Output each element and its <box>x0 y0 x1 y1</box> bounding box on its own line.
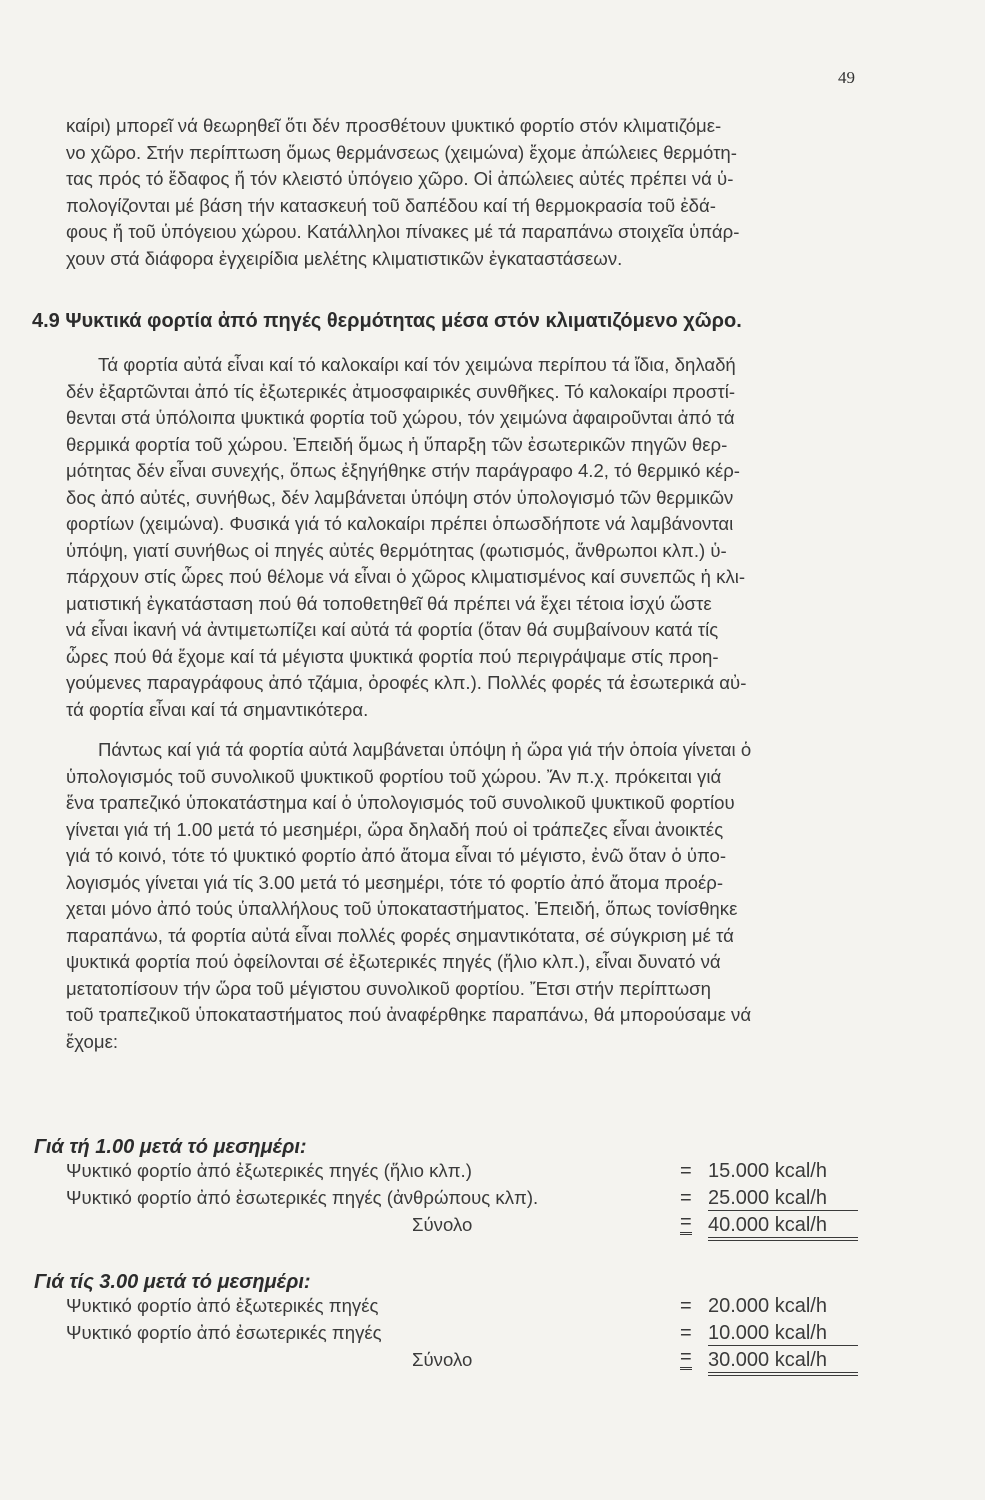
text-line: γούμενες παραγράφους ἀπό τζάμια, ὀροφές κλπ.). Πολλές φορές τά ἐσωτερικά αὐ- <box>66 672 747 693</box>
section-heading: 4.9 Ψυκτικά φορτία ἀπό πηγές θερμότητας μέσα στόν κλιματιζόμενο χῶρο. <box>32 310 742 332</box>
text-line: θενται στά ὑπόλοιπα ψυκτικά φορτία τοῦ χώρου, τόν χειμώνα ἀφαιροῦνται ἀπό τά <box>66 407 735 428</box>
equals-sign: = <box>680 1346 692 1368</box>
text-line: τά φορτία εἶναι καί τά σημαντικότερα. <box>66 698 369 720</box>
calc-1-title: Γιά τή 1.00 μετά τό μεσημέρι: <box>34 1136 307 1158</box>
text-line: πολογίζονται μέ βάση τήν κατασκευή τοῦ δαπέδου καί τή θερμοκρασία τοῦ ἐδά- <box>66 194 716 216</box>
calc-value: 25.000 kcal/h <box>708 1187 858 1211</box>
text-line: ὧρες πού θά ἔχομε καί τά μέγιστα ψυκτικά φορτία πού περιγράψαμε στίς προη- <box>66 645 719 667</box>
equals-sign: = <box>680 1160 692 1182</box>
calc-2-row-total <box>0 1346 985 1379</box>
text-line: λογισμός γίνεται γιά τίς 3.00 μετά τό μεσημέρι, τότε τό φορτίο ἀπό ἄτομα προέρ- <box>66 871 724 893</box>
text-line: χεται μόνο ἀπό τούς ὑπαλλήλους τοῦ ὑποκαταστήματος. Ἐπειδή, ὅπως τονίσθηκε <box>66 898 738 919</box>
equals-sign: = <box>680 1322 692 1344</box>
paragraph-1 <box>66 113 866 272</box>
text-line: ὑπολογισμός τοῦ συνολικοῦ ψυκτικοῦ φορτίου τοῦ χώρου. Ἄν π.χ. πρόκειται γιά <box>66 765 722 787</box>
text-line: ψυκτικά φορτία πού ὀφείλονται σέ ἐξωτερικές πηγές (ἥλιο κλπ.), εἶναι δυνατό νά <box>66 951 721 972</box>
text-line: τοῦ τραπεζικοῦ ὑποκαταστήματος πού ἀναφέρθηκε παραπάνω, θά μπορούσαμε νά <box>66 1004 752 1025</box>
text-line: γίνεται γιά τή 1.00 μετά τό μεσημέρι, ὥρα δηλαδή πού οἱ τράπεζες εἶναι ἀνοικτές <box>66 818 724 840</box>
text-line: χουν στά διάφορα ἐγχειρίδια μελέτης κλιματιστικῶν ἐγκαταστάσεων. <box>66 247 623 269</box>
calc-total-value: 30.000 kcal/h <box>708 1349 858 1376</box>
text-line: ματιστική ἐγκατάσταση πού θά τοποθετηθεῖ θά πρέπει νά ἔχει τέτοια ἰσχύ ὥστε <box>66 592 712 614</box>
equals-sign: = <box>680 1211 692 1233</box>
calc-1-row-external <box>0 1160 985 1190</box>
calc-1-row-total <box>0 1211 985 1244</box>
text-line: Τά φορτία αὐτά εἶναι καί τό καλοκαίρι καί τόν χειμώνα περίπου τά ἴδια, δηλαδή <box>98 354 736 375</box>
paragraph-3 <box>66 737 866 1055</box>
text-line: γιά τό κοινό, τότε τό ψυκτικό φορτίο ἀπό ἄτομα εἶναι τό μέγιστο, ἐνῶ ὅταν ὁ ὑπο- <box>66 845 727 866</box>
calc-value: 20.000 kcal/h <box>708 1295 827 1317</box>
text-line: μετατοπίσουν τήν ὥρα τοῦ μέγιστου συνολικοῦ φορτίου. Ἔτσι στήν περίπτωση <box>66 977 711 999</box>
calc-label: Ψυκτικό φορτίο ἀπό ἐξωτερικές πηγές <box>66 1295 379 1316</box>
text-line: μότητας δέν εἶναι συνεχής, ὅπως ἐξηγήθηκε στήν παράγραφο 4.2, τό θερμικό κέρ- <box>66 460 740 481</box>
page-number: 49 <box>838 68 855 87</box>
calc-total-label: Σύνολο <box>412 1214 473 1235</box>
equals-sign: = <box>680 1295 692 1317</box>
calc-label: Ψυκτικό φορτίο ἀπό ἐσωτερικές πηγές (ἀνθρώπους κλπ). <box>66 1187 539 1208</box>
text-line: νά εἶναι ἱκανή νά ἀντιμετωπίζει καί αὐτά τά φορτία (ὅταν θά συμβαίνουν κατά τίς <box>66 619 719 640</box>
text-line: ἕνα τραπεζικό ὑποκατάστημα καί ὁ ὑπολογισμός τοῦ συνολικοῦ ψυκτικοῦ φορτίου <box>66 792 735 813</box>
text-line: δέν ἐξαρτῶνται ἀπό τίς ἐξωτερικές ἀτμοσφαιρικές συνθῆκες. Τό καλοκαίρι προστί- <box>66 380 736 402</box>
equals-sign: = <box>680 1187 692 1209</box>
text-line: φορτίων (χειμώνα). Φυσικά γιά τό καλοκαίρι πρέπει ὁπωσδήποτε νά λαμβάνονται <box>66 513 734 534</box>
calc-value: 15.000 kcal/h <box>708 1160 827 1182</box>
paragraph-2 <box>66 352 866 723</box>
text-line: παραπάνω, τά φορτία αὐτά εἶναι πολλές φορές σημαντικότατα, σέ σύγκριση μέ τά <box>66 924 734 946</box>
calc-total-label: Σύνολο <box>412 1349 473 1370</box>
calc-label: Ψυκτικό φορτίο ἀπό ἐσωτερικές πηγές <box>66 1322 382 1343</box>
text-line: καίρι) μπορεῖ νά θεωρηθεῖ ὅτι δέν προσθέτουν ψυκτικό φορτίο στόν κλιματιζόμε- <box>66 115 722 136</box>
calc-value: 10.000 kcal/h <box>708 1322 858 1346</box>
text-line: δος ἀπό αὐτές, συνήθως, δέν λαμβάνεται ὑπόψη στόν ὑπολογισμό τῶν θερμικῶν <box>66 486 734 508</box>
text-line: ἔχομε: <box>66 1030 119 1052</box>
calc-2-title: Γιά τίς 3.00 μετά τό μεσημέρι: <box>34 1271 311 1293</box>
text-line: τας πρός τό ἔδαφος ἤ τόν κλειστό ὑπόγειο χῶρο. Οἱ ἀπώλειες αὐτές πρέπει νά ὑ- <box>66 168 734 189</box>
text-line: Πάντως καί γιά τά φορτία αὐτά λαμβάνεται ὑπόψη ἡ ὥρα γιά τήν ὁποία γίνεται ὁ <box>98 739 752 760</box>
text-line: φους ἤ τοῦ ὑπόγειου χώρου. Κατάλληλοι πίνακες μέ τά παραπάνω στοιχεῖα ὑπάρ- <box>66 221 740 242</box>
text-line: ὑπόψη, γιατί συνήθως οἱ πηγές αὐτές θερμότητας (φωτισμός, ἄνθρωποι κλπ.) ὑ- <box>66 539 727 561</box>
calc-total-value: 40.000 kcal/h <box>708 1214 858 1241</box>
calc-label: Ψυκτικό φορτίο ἀπό ἐξωτερικές πηγές (ἥλιο κλπ.) <box>66 1160 472 1181</box>
text-line: πάρχουν στίς ὧρες πού θέλομε νά εἶναι ὁ χῶρος κλιματισμένος καί συνεπῶς ἡ κλι- <box>66 566 746 587</box>
text-line: νο χῶρο. Στήν περίπτωση ὅμως θερμάνσεως (χειμώνα) ἔχομε ἀπώλειες θερμότη- <box>66 141 737 163</box>
calc-2-row-internal <box>0 1322 985 1352</box>
calc-2-row-external <box>0 1295 985 1325</box>
calc-1-row-internal <box>0 1187 985 1217</box>
text-line: θερμικά φορτία τοῦ χώρου. Ἐπειδή ὅμως ἡ ὕπαρξη τῶν ἐσωτερικῶν πηγῶν θερ- <box>66 433 728 455</box>
